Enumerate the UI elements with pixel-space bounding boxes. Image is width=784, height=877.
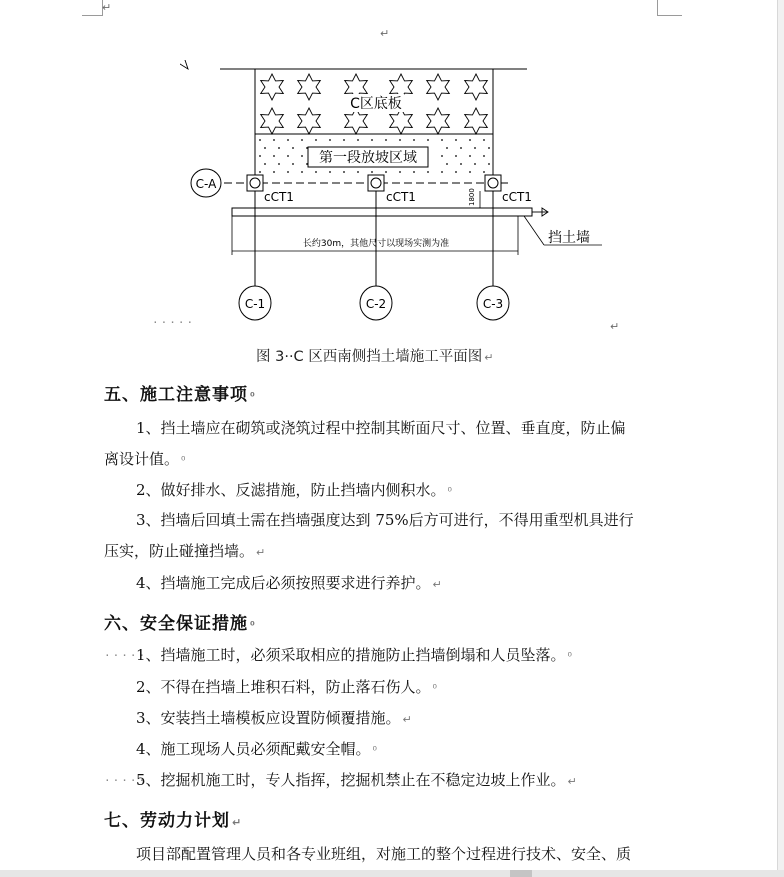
page-corner-top-right <box>657 0 682 16</box>
paragraph-text: 离设计值。 <box>104 450 180 468</box>
hatch-dot <box>460 147 462 149</box>
hatch-dot <box>278 163 280 165</box>
format-mark: ⁰ <box>181 454 186 467</box>
hatch-dot <box>446 163 448 165</box>
hatch-dot <box>329 171 331 173</box>
hatch-dot <box>385 171 387 173</box>
paragraph-mark: ↵ <box>432 578 442 591</box>
hatch-dot <box>273 139 275 141</box>
wall-label: 挡土墙 <box>548 230 590 246</box>
paragraph-mark: ↵ <box>256 546 266 559</box>
hatch-dot <box>399 171 401 173</box>
hatch-dot <box>413 171 415 173</box>
hatch-dot <box>483 171 485 173</box>
hatch-dot <box>273 155 275 157</box>
hatch-dot <box>399 139 401 141</box>
hatch-dot <box>460 163 462 165</box>
section-heading-text: 六、安全保证措施 <box>104 614 248 634</box>
leader-dots: ····· <box>152 316 196 329</box>
figure-caption-text: 图 3··C 区西南侧挡土墙施工平面图 <box>256 349 483 365</box>
hatch-dot <box>455 155 457 157</box>
hatch-star <box>427 74 450 100</box>
hatch-dot <box>483 155 485 157</box>
hatch-star <box>261 108 284 134</box>
format-mark: ⁰ <box>250 619 256 632</box>
section-heading <box>104 380 256 405</box>
hatch-dot <box>264 163 266 165</box>
paragraph-text: 3、安装挡土墙模板应设置防倾覆措施。 <box>136 709 401 727</box>
hatch-dot <box>371 171 373 173</box>
hatch-star <box>298 108 321 134</box>
hatch-dot <box>278 147 280 149</box>
paragraph-text: 4、挡墙施工完成后必须按照要求进行养护。 <box>136 574 431 592</box>
hatch-dot <box>483 139 485 141</box>
paragraph-text: 4、施工现场人员必须配戴安全帽。 <box>136 740 371 758</box>
hatch-dot <box>357 139 359 141</box>
retaining-wall-plan-figure <box>180 60 610 330</box>
format-mark: ⁰ <box>250 390 256 403</box>
retaining-wall-band <box>232 208 532 216</box>
pile-label: cCT1 <box>502 190 532 204</box>
hatch-dot <box>357 171 359 173</box>
hatch-dot <box>343 139 345 141</box>
hatch-star <box>465 108 488 134</box>
hatch-dot <box>329 139 331 141</box>
paragraph-text: 1、挡墙施工时，必须采取相应的措施防止挡墙倒塌和人员坠落。 <box>136 646 566 664</box>
pile-cct1 <box>368 175 416 204</box>
hatch-star <box>427 108 450 134</box>
format-mark: ⁰ <box>447 485 452 498</box>
hatch-dot <box>315 139 317 141</box>
hatch-dot <box>315 171 317 173</box>
section-heading <box>104 806 242 831</box>
length-dim-text: 长约30m，其他尺寸以现场实测为准 <box>302 239 450 249</box>
hatch-dot <box>385 139 387 141</box>
paragraph <box>136 510 634 530</box>
hatch-dot <box>441 139 443 141</box>
hatch-dot <box>273 171 275 173</box>
hatch-dot <box>259 139 261 141</box>
paragraph <box>136 739 377 761</box>
hatch-dot <box>292 147 294 149</box>
section-heading-text: 七、劳动力计划 <box>104 811 230 831</box>
slab-hatch-stars <box>180 60 191 69</box>
page-corner-top-left <box>82 0 103 16</box>
leader-dots: ····· <box>104 649 148 662</box>
paragraph <box>104 449 185 471</box>
section-heading <box>104 609 256 634</box>
hatch-dot <box>474 147 476 149</box>
paragraph <box>136 573 442 595</box>
figure-caption <box>256 345 494 366</box>
hatch-dot <box>259 155 261 157</box>
hatch-dot <box>488 147 490 149</box>
hatch-dot <box>292 163 294 165</box>
horizontal-scrollbar[interactable] <box>0 870 784 877</box>
pile-label: cCT1 <box>264 190 294 204</box>
pile-cct1 <box>485 175 532 204</box>
hatch-dot <box>343 171 345 173</box>
paragraph <box>136 677 437 699</box>
hatch-dot <box>287 155 289 157</box>
hatch-dot <box>287 139 289 141</box>
hatch-dot <box>469 139 471 141</box>
paragraph <box>104 541 265 563</box>
hatch-dot <box>474 163 476 165</box>
scrollbar-thumb[interactable] <box>510 870 532 877</box>
hatch-dot <box>264 147 266 149</box>
zone-label: 第一段放坡区域 <box>319 150 417 166</box>
slab-label: C区底板 <box>350 96 402 112</box>
paragraph <box>136 708 412 730</box>
hatch-dot <box>259 171 261 173</box>
paragraph-mark: ↵ <box>102 1 112 14</box>
vertical-scrollbar[interactable] <box>777 0 784 877</box>
column-axis-label: C-2 <box>365 297 387 311</box>
paragraph <box>136 418 626 438</box>
paragraph-mark: ↵ <box>484 351 494 364</box>
paragraph-text: 2、做好排水、反滤措施，防止挡墙内侧积水。 <box>136 481 446 499</box>
hatch-dot <box>301 155 303 157</box>
pile-label: cCT1 <box>386 190 416 204</box>
paragraph-text: 2、不得在挡墙上堆积石料，防止落石伤人。 <box>136 678 431 696</box>
paragraph <box>136 844 631 864</box>
paragraph-text: 压实，防止碰撞挡墙。 <box>104 542 255 560</box>
paragraph-mark: ↵ <box>380 27 390 40</box>
pile-cct1 <box>247 175 294 204</box>
hatch-dot <box>427 139 429 141</box>
paragraph-text: 1、挡土墙应在砌筑或浇筑过程中控制其断面尺寸、位置、垂直度，防止偏 <box>136 419 626 437</box>
hatch-dot <box>455 139 457 141</box>
hatch-dot <box>413 139 415 141</box>
leader-dots: ····· <box>104 774 148 787</box>
paragraph <box>136 770 577 792</box>
hatch-dot <box>488 163 490 165</box>
hatch-dot <box>301 171 303 173</box>
paragraph <box>136 645 572 667</box>
hatch-dot <box>371 139 373 141</box>
vertical-dim-text: 1800 <box>468 188 476 206</box>
column-axis-label: C-1 <box>244 297 266 311</box>
section-heading-text: 五、施工注意事项 <box>104 385 248 405</box>
hatch-star <box>465 74 488 100</box>
column-axis-label: C-3 <box>482 297 504 311</box>
hatch-star <box>298 74 321 100</box>
wall-leader-line <box>524 216 544 245</box>
paragraph <box>136 480 452 502</box>
paragraph-mark: ↵ <box>567 775 577 788</box>
hatch-dot <box>427 171 429 173</box>
paragraph-mark: ↵ <box>402 713 412 726</box>
format-mark: ⁰ <box>372 744 377 757</box>
format-mark: ⁰ <box>567 650 572 663</box>
hatch-dot <box>455 171 457 173</box>
paragraph-text: 5、挖掘机施工时，专人指挥，挖掘机禁止在不稳定边坡上作业。 <box>136 771 566 789</box>
format-mark: ⁰ <box>432 682 437 695</box>
axis-row-label: C-A <box>195 177 217 191</box>
hatch-dot <box>469 155 471 157</box>
hatch-dot <box>441 155 443 157</box>
paragraph-mark: ↵ <box>232 816 243 829</box>
hatch-dot <box>469 171 471 173</box>
paragraph-text: 3、挡墙后回填土需在挡墙强度达到 75%后方可进行，不得用重型机具进行 <box>136 511 634 529</box>
hatch-dot <box>301 139 303 141</box>
paragraph-text: 项目部配置管理人员和各专业班组，对施工的整个过程进行技术、安全、质 <box>136 845 632 863</box>
hatch-dot <box>287 171 289 173</box>
hatch-dot <box>446 147 448 149</box>
hatch-dot <box>441 171 443 173</box>
hatch-star <box>261 74 284 100</box>
paragraph-mark: ↵ <box>610 320 620 333</box>
